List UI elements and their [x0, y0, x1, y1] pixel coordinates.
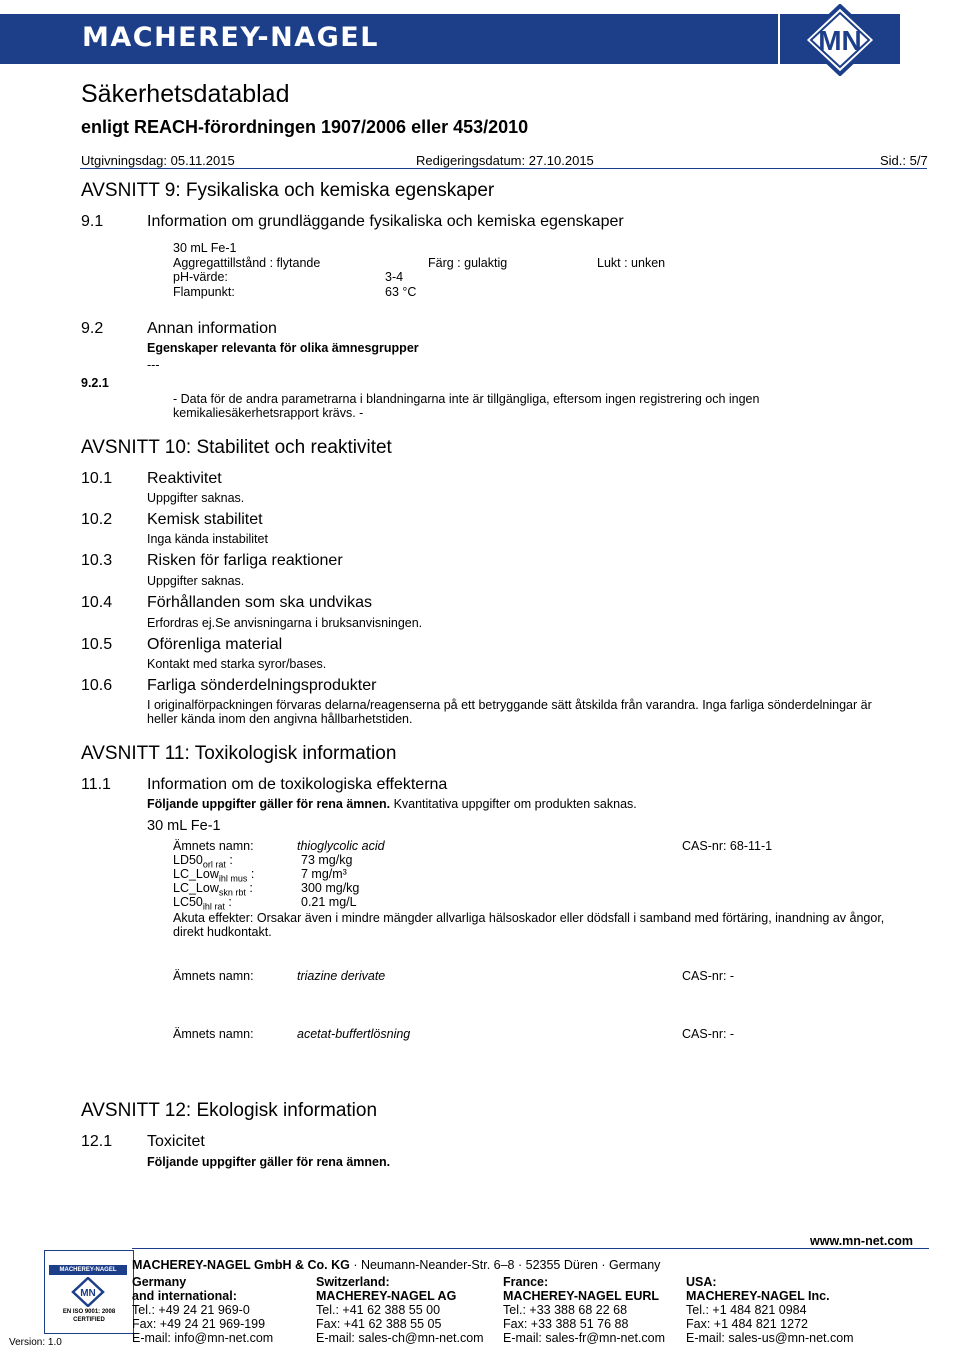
section-10-6-text: I originalförpackningen förvaras delarna/reagenserna på ett betryggande sätt åtskilda från varandra. Inga farliga sönderdelningar är	[147, 698, 872, 712]
section-10-1-title: Reaktivitet	[147, 470, 222, 487]
color-property: Färg : gulaktig	[428, 256, 508, 270]
section-10-5-number: 10.5	[81, 636, 113, 653]
section-10-2-number: 10.2	[81, 511, 113, 528]
badge-certified: CERTIFIED	[73, 1317, 105, 1323]
section-9-2-title: Annan information	[147, 320, 277, 337]
section-10-6-text-2: heller kända inom den angivna hållbarhetstiden.	[147, 712, 413, 726]
header-rule	[80, 168, 927, 169]
note-line-2: kemikaliesäkerhetsrapport krävs. -	[173, 406, 364, 420]
iso-certification-badge	[44, 1250, 134, 1334]
eco-note: Följande uppgifter gäller för rena ämnen.	[147, 1155, 391, 1169]
aggregate-state: Aggregattillstånd : flytande	[173, 256, 321, 270]
ph-label: pH-värde:	[173, 270, 228, 284]
section-9-2-1-number: 9.2.1	[81, 376, 109, 390]
substance-name-3: acetat-buffertlösning	[297, 1027, 411, 1041]
footer-col-germany: Germany and international: Tel.: +49 24 21 969-0 Fax: +49 24 21 969-199 E-mail: info@mn-net.com	[132, 1275, 274, 1345]
tox-value-2: 7 mg/m³	[301, 867, 347, 881]
substance-label-3: Ämnets namn:	[173, 1027, 254, 1041]
section-10-3-number: 10.3	[81, 552, 113, 569]
footer-rule	[132, 1248, 929, 1249]
tox-param-2: LC_Low$_{ihl mus}$ :	[173, 867, 255, 884]
badge-iso: EN ISO 9001: 2008	[62, 1309, 116, 1315]
section-10-5-text: Kontakt med starka syror/bases.	[147, 657, 327, 671]
badge-mn-icon	[71, 1277, 105, 1307]
section-10-1-text: Uppgifter saknas.	[147, 491, 245, 505]
revision-date: Redigeringsdatum: 27.10.2015	[416, 153, 594, 168]
section-10-5-title: Oförenliga material	[147, 636, 283, 653]
section-10-6-number: 10.6	[81, 677, 113, 694]
tox-value-4: 0.21 mg/L	[301, 895, 357, 909]
section-10-4-text: Erfordras ej.Se anvisningarna i bruksanvisningen.	[147, 616, 423, 630]
page-number: Sid.: 5/7	[880, 153, 928, 168]
section-10-title: AVSNITT 10: Stabilitet och reaktivitet	[81, 437, 392, 458]
substance-label-1: Ämnets namn:	[173, 839, 254, 853]
tox-value-1: 73 mg/kg	[301, 853, 353, 867]
section-9-2-number: 9.2	[81, 320, 104, 337]
tox-product: 30 mL Fe-1	[147, 818, 221, 834]
section-10-2-title: Kemisk stabilitet	[147, 511, 263, 528]
acute-effects-2: direkt hudkontakt.	[173, 925, 272, 939]
section-10-3-title: Risken för farliga reaktioner	[147, 552, 343, 569]
footer-col-france: France: MACHEREY-NAGEL EURL Tel.: +33 388 68 22 68 Fax: +33 388 51 76 88 E-mail: sales-fr@mn-net.com	[503, 1275, 666, 1345]
flash-value: 63 °C	[385, 285, 417, 299]
section-10-4-title: Förhållanden som ska undvikas	[147, 594, 373, 611]
svg-text:MN: MN	[80, 1288, 96, 1299]
page-subtitle: enligt REACH-förordningen 1907/2006 eller 453/2010	[81, 117, 529, 137]
substance-name-2: triazine derivate	[297, 969, 386, 983]
ph-value: 3-4	[385, 270, 404, 284]
substance-name-1: thioglycolic acid	[297, 839, 385, 853]
tox-param-1: $LD50_{orl rat}$ :	[173, 853, 233, 870]
acute-effects-1: Akuta effekter: Orsakar även i mindre mängder allvarliga hälsoskador eller dödsfall i samband med förtäring, inandning av ångor,	[173, 911, 885, 925]
groups-label: Egenskaper relevanta för olika ämnesgrupper	[147, 341, 419, 355]
tox-note-plain: Kvantitativa uppgifter om produkten saknas.	[390, 797, 637, 811]
product-name: 30 mL Fe-1	[173, 241, 237, 255]
badge-brand: MACHEREY-NAGEL	[49, 1265, 127, 1275]
section-9-title: AVSNITT 9: Fysikaliska och kemiska egenskaper	[81, 180, 495, 201]
section-10-6-title: Farliga sönderdelningsprodukter	[147, 677, 377, 694]
tox-note-bold: Följande uppgifter gäller för rena ämnen.	[147, 797, 391, 811]
header-banner	[0, 0, 960, 78]
footer-col-switzerland: Switzerland: MACHEREY-NAGEL AG Tel.: +41 62 388 55 00 Fax: +41 62 388 55 05 E-mail: sales-ch@mn-net.com	[316, 1275, 484, 1345]
version-label: Version: 1.0	[9, 1337, 62, 1348]
section-10-3-text: Uppgifter saknas.	[147, 574, 245, 588]
logo-text: MN	[818, 25, 862, 56]
cas-number-3: CAS-nr: -	[682, 1027, 735, 1041]
page-title: Säkerhetsdatablad	[81, 80, 290, 108]
section-10-4-number: 10.4	[81, 594, 113, 611]
section-11-1-title: Information om de toxikologiska effekterna	[147, 776, 448, 793]
tox-note	[147, 797, 637, 811]
brand-name: MACHEREY-NAGEL	[82, 22, 379, 53]
section-9-1-title: Information om grundläggande fysikaliska och kemiska egenskaper	[147, 213, 624, 230]
flash-label: Flampunkt:	[173, 285, 235, 299]
section-9-1-number: 9.1	[81, 213, 104, 230]
tox-param-3: LC_Low$_{skn rbt}$ :	[173, 881, 253, 898]
odor-property: Lukt : unken	[597, 256, 666, 270]
tox-value-3: 300 mg/kg	[301, 881, 360, 895]
section-10-1-number: 10.1	[81, 470, 113, 487]
cas-number-2: CAS-nr: -	[682, 969, 735, 983]
dashes: ---	[147, 358, 160, 372]
section-11-1-number: 11.1	[81, 776, 111, 793]
issue-date: Utgivningsdag: 05.11.2015	[81, 153, 235, 168]
tox-param-4: $LC50_{ihl rat}$ :	[173, 895, 232, 912]
footer-col-usa: USA: MACHEREY-NAGEL Inc. Tel.: +1 484 821 0984 Fax: +1 484 821 1272 E-mail: sales-us@mn-net.com	[686, 1275, 854, 1345]
section-12-1-number: 12.1	[81, 1133, 113, 1150]
section-11-title: AVSNITT 11: Toxikologisk information	[81, 743, 397, 764]
section-10-2-text: Inga kända instabilitet	[147, 532, 268, 546]
section-12-1-title: Toxicitet	[147, 1133, 205, 1150]
cas-number-1: CAS-nr: 68-11-1	[682, 839, 773, 853]
footer-website[interactable]: www.mn-net.com	[810, 1234, 914, 1248]
substance-label-2: Ämnets namn:	[173, 969, 254, 983]
section-12-title: AVSNITT 12: Ekologisk information	[81, 1100, 378, 1121]
note-line-1: - Data för de andra parametrarna i blandningarna inte är tillgängliga, eftersom ingen registrering och ingen	[173, 392, 760, 406]
mn-logo-icon	[780, 4, 900, 76]
footer-company: MACHEREY-NAGEL GmbH & Co. KG · Neumann-Neander-Str. 6–8 · 52355 Düren · Germany	[132, 1258, 661, 1272]
